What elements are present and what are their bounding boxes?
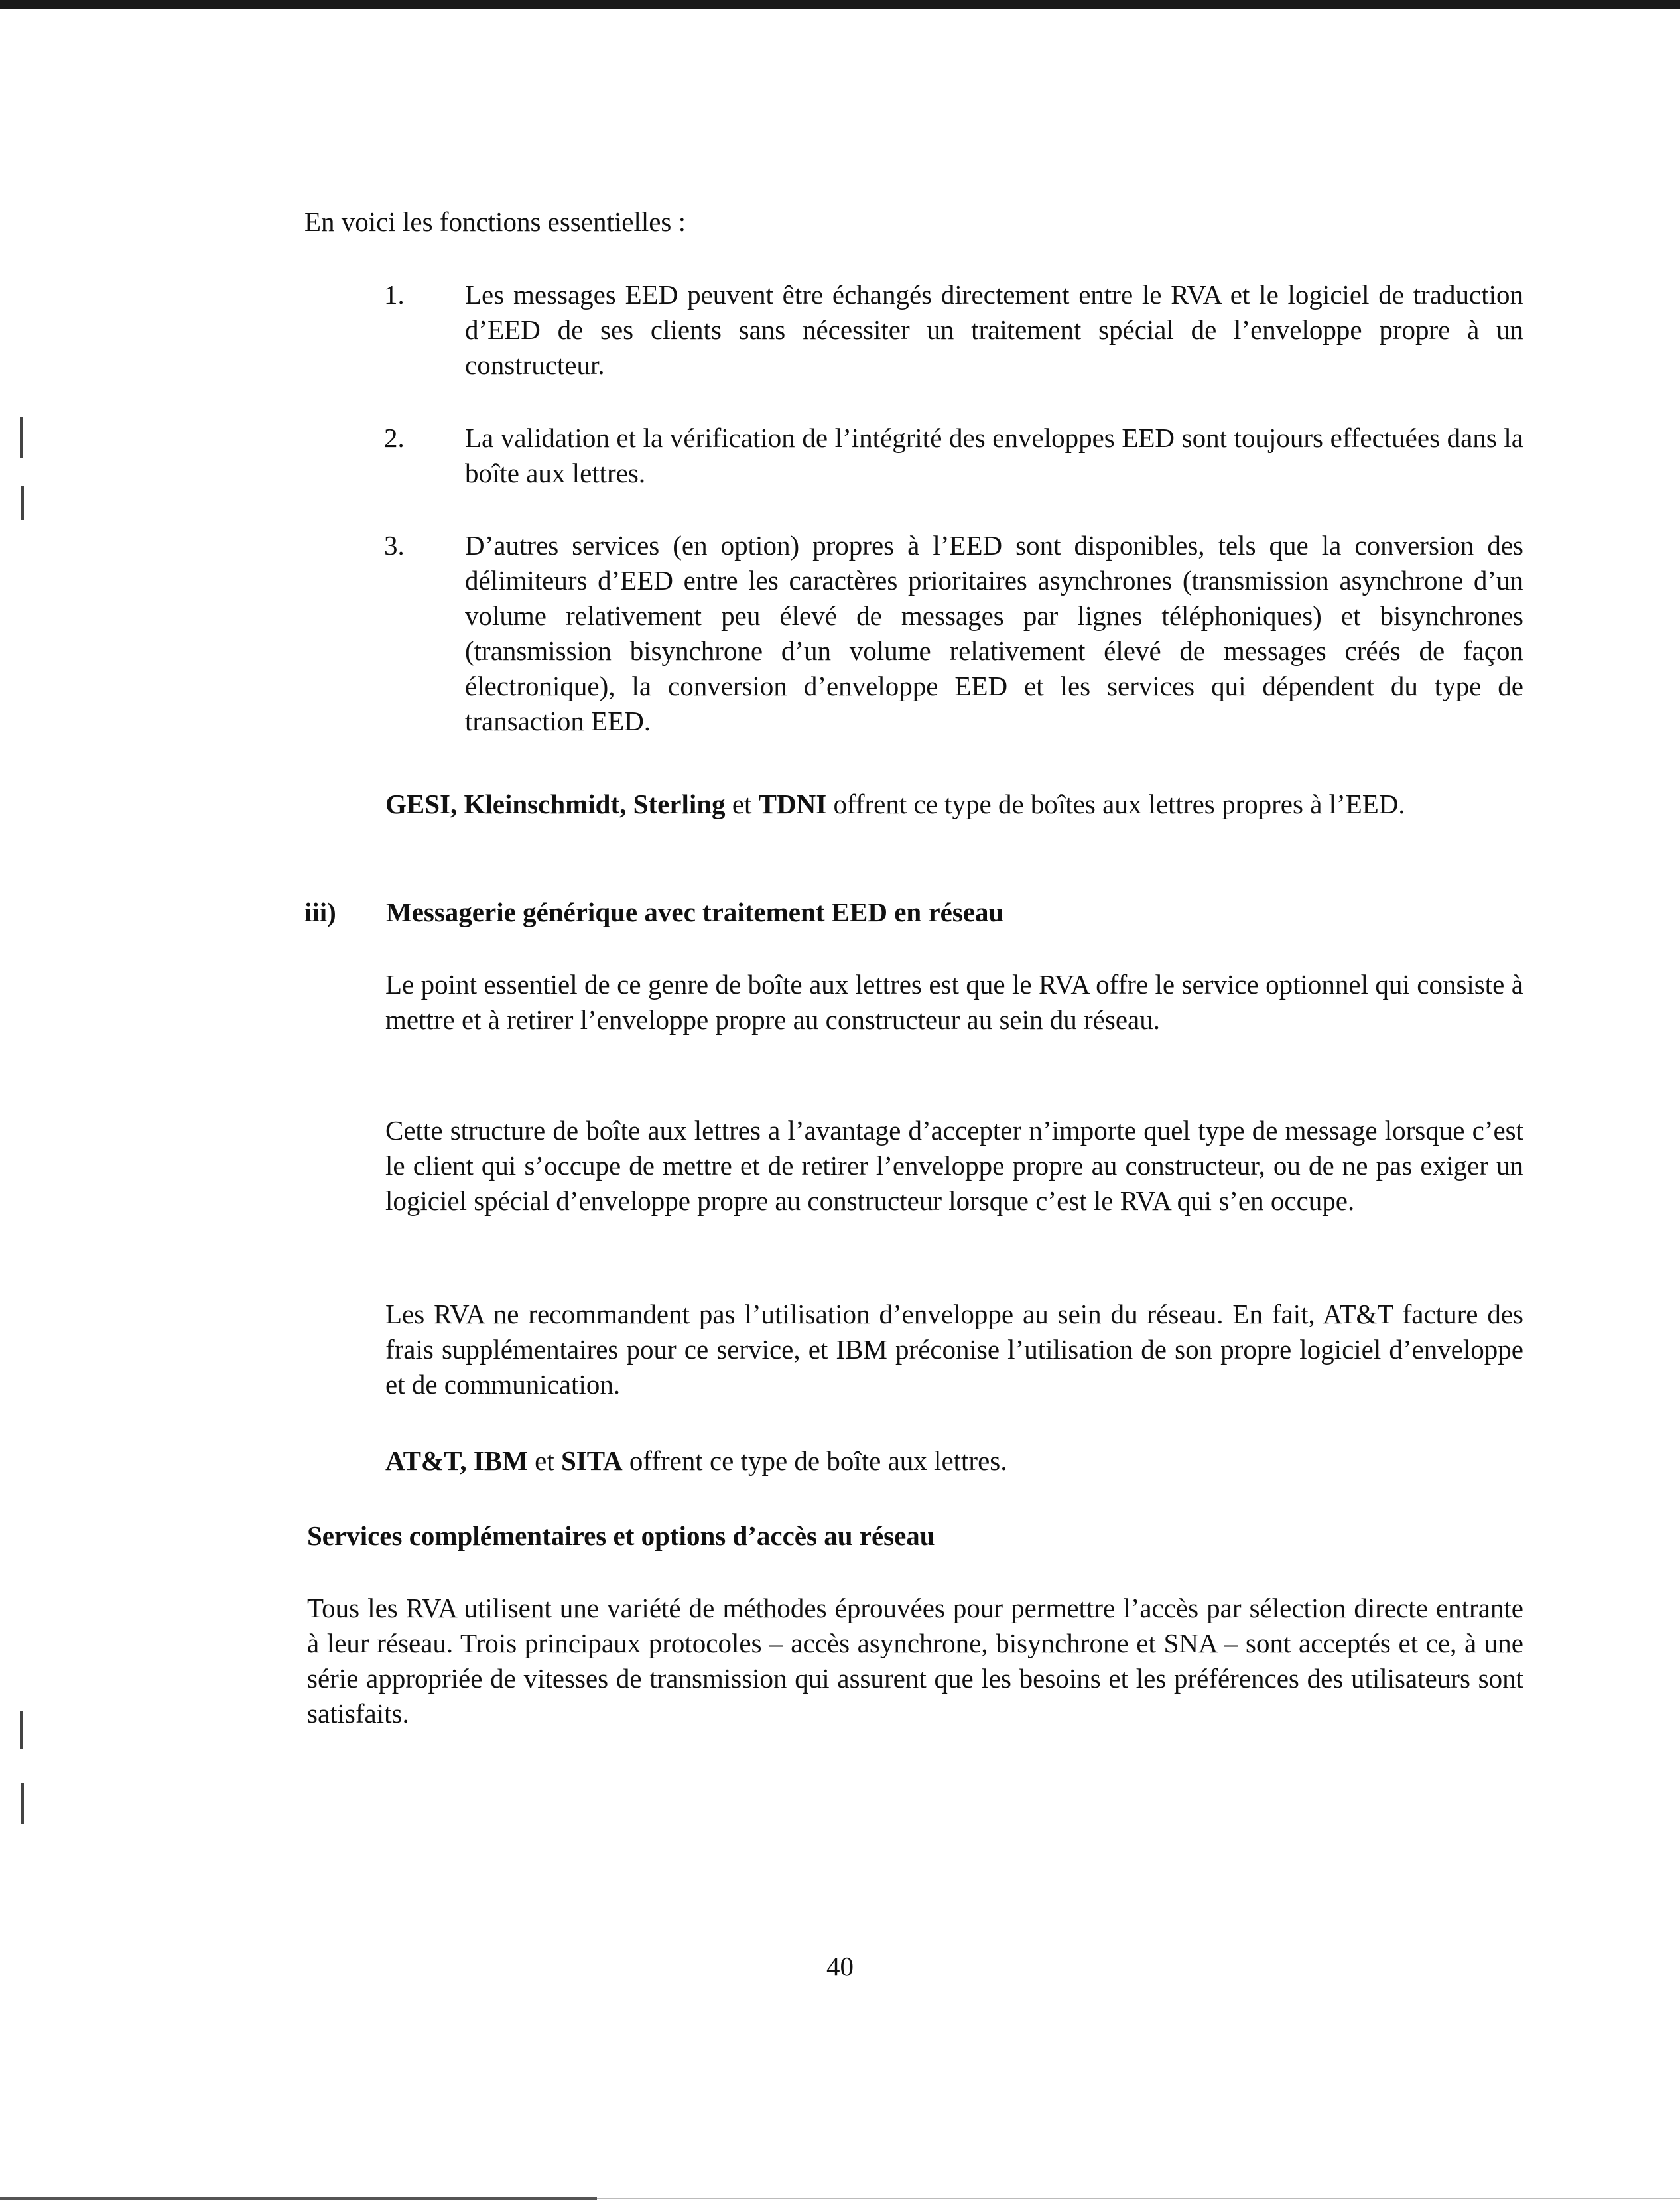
vendor-name: SITA — [560, 1445, 623, 1476]
conjunction: et — [725, 789, 759, 819]
scan-bottom-edge — [0, 2197, 597, 2200]
vendor-names: GESI, Kleinschmidt, Sterling — [385, 789, 726, 819]
margin-mark — [21, 1783, 24, 1824]
item-number: 2. — [384, 423, 405, 453]
body-paragraph: Les RVA ne recommandent pas l’utilisation d’enveloppe au sein du réseau. En fait, AT&T facture des frais supplémentaires pour ce service, et IBM préconise l’utilisation de son propre logiciel d’enveloppe et de communication. — [385, 1299, 1523, 1400]
vendors-paragraph — [385, 1443, 1523, 1479]
body-paragraph: Tous les RVA utilisent une variété de méthodes éprouvées pour permettre l’accès par sélection directe entrante à leur réseau. Trois principaux protocoles – accès asynchrone, bisynchrone et SNA – sont acceptés et ce, à une série appropriée de vitesses de transmission qui assurent que les besoins et les préférences des utilisateurs sont satisfaits. — [307, 1593, 1523, 1729]
item-number: 3. — [384, 530, 405, 561]
item-text: D’autres services (en option) propres à l’EED sont disponibles, tels que la conversion des délimiteurs d’EED entre les caractères prioritaires asynchrones (transmission asynchrone d’un volume relativement peu élevé de messages par lignes téléphoniques) et bisynchrones (transmission bisynchrone d’un volume relativement élevé de messages créés de façon électronique), la conversion d’enveloppe EED et les services qui dépendent du type de transaction EED. — [465, 530, 1523, 736]
vendor-name: TDNI — [758, 789, 827, 819]
margin-mark — [20, 417, 23, 458]
item-text: La validation et la vérification de l’intégrité des enveloppes EED sont toujours effectuées dans la boîte aux lettres. — [465, 423, 1523, 488]
margin-mark — [20, 1711, 23, 1749]
vendor-names: AT&T, IBM — [385, 1445, 528, 1476]
intro-line: En voici les fonctions essentielles : — [304, 206, 686, 237]
body-paragraph: Le point essentiel de ce genre de boîte aux lettres est que le RVA offre le service optionnel qui consiste à mettre et à retirer l’enveloppe propre au constructeur au sein du réseau. — [385, 969, 1523, 1035]
conjunction: et — [527, 1445, 561, 1476]
body-paragraph: Cette structure de boîte aux lettres a l’avantage d’accepter n’importe quel type de message lorsque c’est le client qui s’occupe de mettre et de retirer l’enveloppe propre au constructeur, ou de ne pas exiger un logiciel spécial d’enveloppe propre au constructeur lorsque c’est le RVA qui s’en occupe. — [385, 1115, 1523, 1216]
item-number: 1. — [384, 279, 405, 310]
vendors-paragraph — [385, 787, 1523, 822]
vendors-text: offrent ce type de boîte aux lettres. — [622, 1445, 1007, 1476]
section-label: iii) — [304, 897, 336, 927]
item-text: Les messages EED peuvent être échangés directement entre le RVA et le logiciel de traduction d’EED de ses clients sans nécessiter un traitement spécial de l’enveloppe propre à un constructeur. — [465, 279, 1523, 380]
page-number: 40 — [826, 1951, 854, 1981]
vendors-text: offrent ce type de boîtes aux lettres propres à l’EED. — [826, 789, 1405, 819]
scan-bottom-edge — [597, 2198, 1680, 2199]
margin-mark — [21, 486, 24, 520]
section-heading: Services complémentaires et options d’accès au réseau — [307, 1520, 935, 1551]
section-heading: Messagerie générique avec traitement EED en réseau — [386, 897, 1004, 927]
scan-top-edge — [0, 0, 1680, 9]
